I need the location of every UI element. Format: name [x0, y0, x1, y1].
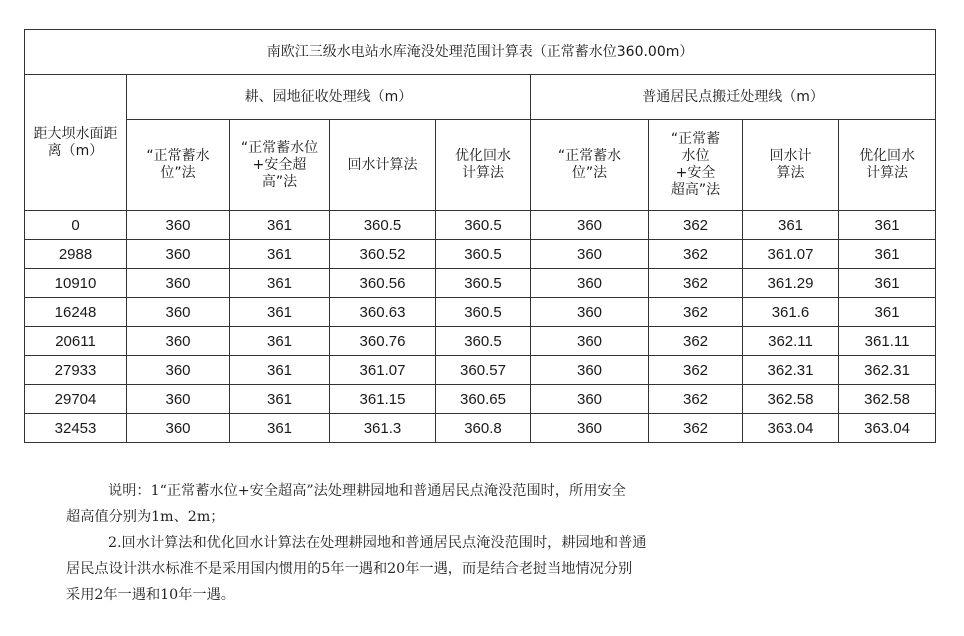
subheader-normal-level: “正常蓄水位”法: [127, 120, 230, 211]
level-cell: 361.29: [743, 269, 839, 298]
level-cell: 362: [649, 298, 743, 327]
subheader-normal-plus-safety: “正常蓄水位+安全超高”法: [230, 120, 330, 211]
subheader-optimized-backwater: 优化回水计算法: [436, 120, 531, 211]
note-2-line-2: 居民点设计洪水标准不是采用国内惯用的5年一遇和20年一遇，而是结合老挝当地情况分别: [66, 561, 633, 577]
level-cell: 360.76: [330, 327, 436, 356]
level-cell: 362: [649, 414, 743, 443]
subheader-normal-plus-safety: “正常蓄水位+安全超高”法: [649, 120, 743, 211]
level-cell: 361: [230, 385, 330, 414]
level-cell: 360.5: [436, 327, 531, 356]
level-cell: 361: [743, 211, 839, 240]
level-cell: 361: [839, 211, 936, 240]
level-cell: 361.11: [839, 327, 936, 356]
level-cell: 362: [649, 211, 743, 240]
subheader-optimized-backwater: 优化回水计算法: [839, 120, 936, 211]
table-row: [25, 356, 936, 385]
distance-cell: 2988: [25, 240, 127, 269]
level-cell: 361: [230, 414, 330, 443]
table-body: [25, 211, 936, 443]
level-cell: 361.15: [330, 385, 436, 414]
table-row: [25, 414, 936, 443]
level-cell: 362.31: [839, 356, 936, 385]
table-row: [25, 240, 936, 269]
distance-cell: 29704: [25, 385, 127, 414]
level-cell: 360: [127, 298, 230, 327]
level-cell: 362.31: [743, 356, 839, 385]
level-cell: 361.3: [330, 414, 436, 443]
note-1-line-2: 超高值分别为1m、2m；: [66, 509, 225, 525]
group-header-farmland: 耕、园地征收处理线（m）: [127, 75, 531, 120]
level-cell: 360: [127, 356, 230, 385]
level-cell: 361: [839, 240, 936, 269]
level-cell: 360: [127, 211, 230, 240]
distance-cell: 10910: [25, 269, 127, 298]
level-cell: 360: [127, 414, 230, 443]
table-title: 南欧江三级水电站水库淹没处理范围计算表（正常蓄水位360.00m）: [25, 30, 936, 75]
level-cell: 362.58: [839, 385, 936, 414]
group-header-residential: 普通居民点搬迁处理线（m）: [531, 75, 936, 120]
level-cell: 362: [649, 327, 743, 356]
level-cell: 361: [230, 356, 330, 385]
table-row: [25, 269, 936, 298]
level-cell: 361: [230, 240, 330, 269]
distance-cell: 27933: [25, 356, 127, 385]
level-cell: 360.8: [436, 414, 531, 443]
level-cell: 360: [531, 211, 649, 240]
level-cell: 360: [127, 327, 230, 356]
level-cell: 360.65: [436, 385, 531, 414]
level-cell: 360: [127, 385, 230, 414]
level-cell: 361: [230, 327, 330, 356]
level-cell: 361.07: [330, 356, 436, 385]
level-cell: 362: [649, 240, 743, 269]
level-cell: 360: [531, 414, 649, 443]
level-cell: 360: [127, 269, 230, 298]
table-row: [25, 211, 936, 240]
table-row: [25, 327, 936, 356]
distance-cell: 0: [25, 211, 127, 240]
level-cell: 360.5: [436, 269, 531, 298]
level-cell: 361: [230, 298, 330, 327]
level-cell: 362: [649, 385, 743, 414]
level-cell: 361.6: [743, 298, 839, 327]
subheader-backwater-calc: 回水计算法: [330, 120, 436, 211]
level-cell: 362: [649, 269, 743, 298]
level-cell: 361: [839, 269, 936, 298]
table-row: [25, 298, 936, 327]
distance-cell: 32453: [25, 414, 127, 443]
flood-range-table: [24, 29, 936, 443]
level-cell: 362.58: [743, 385, 839, 414]
row-header-distance: 距大坝水面距离（m）: [25, 75, 127, 211]
level-cell: 360.52: [330, 240, 436, 269]
subheader-backwater-calc: 回水计算法: [743, 120, 839, 211]
level-cell: 360.5: [436, 240, 531, 269]
level-cell: 360.56: [330, 269, 436, 298]
distance-cell: 20611: [25, 327, 127, 356]
distance-cell: 16248: [25, 298, 127, 327]
subheader-normal-level: “正常蓄水位”法: [531, 120, 649, 211]
level-cell: 360.5: [436, 298, 531, 327]
level-cell: 363.04: [839, 414, 936, 443]
level-cell: 360: [531, 356, 649, 385]
table-row: [25, 385, 936, 414]
level-cell: 360.57: [436, 356, 531, 385]
level-cell: 363.04: [743, 414, 839, 443]
level-cell: 362.11: [743, 327, 839, 356]
level-cell: 360: [531, 298, 649, 327]
note-1-line-1: 说明：1“正常蓄水位+安全超高”法处理耕园地和普通居民点淹没范围时，所用安全: [108, 483, 626, 499]
level-cell: 362: [649, 356, 743, 385]
level-cell: 360.63: [330, 298, 436, 327]
level-cell: 360: [531, 240, 649, 269]
level-cell: 361: [230, 269, 330, 298]
level-cell: 360: [531, 269, 649, 298]
level-cell: 361: [230, 211, 330, 240]
level-cell: 361.07: [743, 240, 839, 269]
level-cell: 360: [531, 327, 649, 356]
notes-section: [68, 478, 768, 608]
level-cell: 360: [531, 385, 649, 414]
level-cell: 360.5: [330, 211, 436, 240]
level-cell: 361: [839, 298, 936, 327]
level-cell: 360.5: [436, 211, 531, 240]
note-2-line-3: 采用2年一遇和10年一遇。: [66, 587, 235, 603]
level-cell: 360: [127, 240, 230, 269]
note-2-line-1: 2.回水计算法和优化回水计算法在处理耕园地和普通居民点淹没范围时，耕园地和普通: [108, 535, 647, 551]
